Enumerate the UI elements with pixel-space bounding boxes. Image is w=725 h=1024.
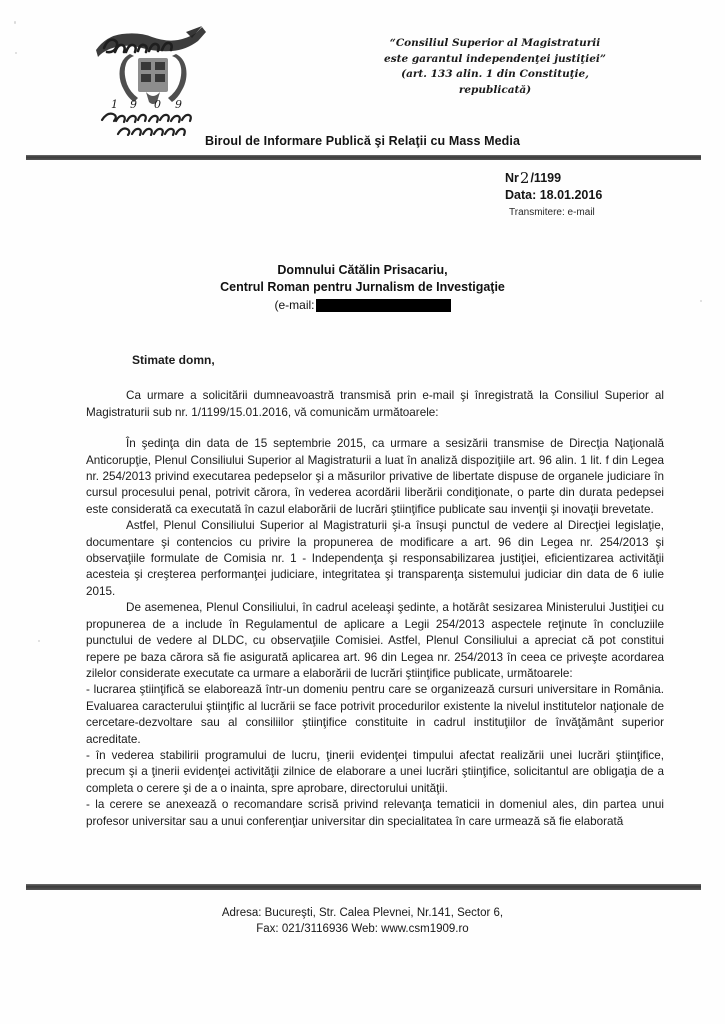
svg-text:0: 0 — [154, 98, 161, 111]
document-date: Data: 18.01.2016 — [505, 188, 603, 202]
department-title: Biroul de Informare Publică şi Relaţii cu Mass Media — [204, 134, 520, 148]
scan-speck — [38, 640, 40, 642]
transmission-method: Transmitere: e-mail — [509, 207, 595, 218]
csm-coat-of-arms-logo — [78, 24, 228, 136]
body-bullet-2: - în vederea stabilirii programului de lucru, ţinerii evidenţei timpului afectat realizării unei lucrări ştiinţifice, precum şi a ţinerii evidenţei activităţii zilnice de elaborare a unei lucrări ştiinţifice, solicitantul are obligaţia de a completa o cerere şi de a o inainta, spre aprobare, directorului unităţii. — [86, 748, 664, 795]
body-bullet-3: - la cerere se anexează o recomandare scrisă privind relevanţa tematicii in domeniul ales, din partea unui profesor universitar sau a unui conferenţiar universitar din specialitatea în care urmează să fie elaborată — [86, 798, 664, 828]
motto-line-1: “Consiliul Superior al Magistraturii — [389, 37, 601, 49]
body-paragraph-4: De asemenea, Plenul Consiliului, în cadrul aceleaşi şedinte, a hotărât sesizarea Ministerului Justiţiei cu propunerea de a include în Regulamentul de aplicare a Legii 254/2013 aspectele reţinute în concluziile punctului de vedere al DLDC, cu observaţiile Comisiei. Astfel, Plenul Consiliului a apreciat că pot constitui repere pe baza cărora să fie asigurată aplicarea art. 96 din Legea nr. 254/2013 în ceea ce priveşte acordarea zilelor considerate executate ca urmare a elaborării de lucrări ştiinţifice publicate, următoarele: — [86, 601, 664, 680]
motto-line-2: este garantul independenţei justiţiei” — [384, 52, 606, 65]
motto-line-3: (art. 133 alin. 1 din Constituţie, — [401, 68, 589, 80]
addressee-email-line — [0, 297, 725, 314]
salutation: Stimate domn, — [132, 353, 215, 367]
email-prefix-label: (e-mail: — [274, 298, 315, 312]
document-number — [505, 170, 695, 186]
letter-body — [86, 352, 664, 830]
addressee-block — [0, 262, 725, 314]
reference-block — [505, 170, 695, 221]
svg-text:9: 9 — [175, 98, 182, 111]
footer-address: Adresa: Bucureşti, Str. Calea Plevnei, Nr.141, Sector 6, — [221, 907, 504, 919]
svg-text:9: 9 — [130, 98, 137, 111]
body-bullet-1: - lucrarea ştiinţifică se elaborează într-un domeniu pentru care se organizează cursuri universitare in România. Evaluarea caracterului ştiinţific al lucrării se face potrivit procedurilor existente la nivelul institutelor naţionale de cercetare-dezvoltare sau al consiliilor ştiinţifice constituite in cadrul instituţiilor de învăţământ superior acreditate. — [86, 683, 664, 746]
body-paragraph-2: În şedinţa din data de 15 septembrie 2015, ca urmare a sesizării transmise de Direcţia Naţională Anticorupţie, Plenul Consiliului Superior al Magistraturii a luat în analiză dispoziţiile art. 96 alin. 1 lit. f din Legea nr. 254/2013 privind executarea pedepselor şi a măsurilor privative de libertate dispuse de organele judiciare în cursul procesului penal, potrivit cărora, în vederea acordării liberării condiţionate, o parte din durata pedepsei este considerată ca executată în cazul elaborării de lucrări ştiinţifice publicate sau invenţii şi inovaţii brevetate. — [86, 437, 664, 516]
masthead — [0, 22, 725, 140]
institution-motto — [355, 36, 635, 98]
nr-handwritten-value: 2 — [519, 169, 530, 187]
nr-label: Nr — [505, 171, 519, 185]
svg-text:1: 1 — [111, 98, 118, 111]
nr-suffix: /1199 — [530, 171, 562, 185]
addressee-name: Domnului Cătălin Prisacariu, — [277, 263, 448, 277]
body-paragraph-1: Ca urmare a solicitării dumneavoastră transmisă prin e-mail şi înregistrată la Consiliul Superior al Magistraturii sub nr. 1/1199/15.01.2016, vă comunicăm următoarele: — [86, 389, 664, 419]
header-divider-rule — [26, 155, 701, 160]
redacted-email-bar — [316, 299, 451, 312]
motto-line-4: republicată) — [458, 83, 532, 96]
page-footer — [0, 905, 725, 937]
addressee-organization: Centrul Roman pentru Jurnalism de Investigaţie — [220, 280, 505, 294]
body-paragraph-3: Astfel, Plenul Consiliului Superior al Magistraturii şi-a însuşi punctul de vedere al Direcţiei legislaţie, documentare şi contencios cu privire la propunerea de modificare a art. 96 din Legea nr. 254/2013 şi observaţiile formulate de Comisia nr. 1 - Independenţa şi responsabilizarea justiţiei, eficientizarea activităţii acesteia şi creşterea performanţei judiciare, integritatea şi transparenţa sistemului judiciar din data de 6 iulie 2015. — [86, 519, 664, 598]
footer-divider-rule — [26, 884, 701, 890]
footer-contact: Fax: 021/3116936 Web: www.csm1909.ro — [256, 923, 469, 935]
